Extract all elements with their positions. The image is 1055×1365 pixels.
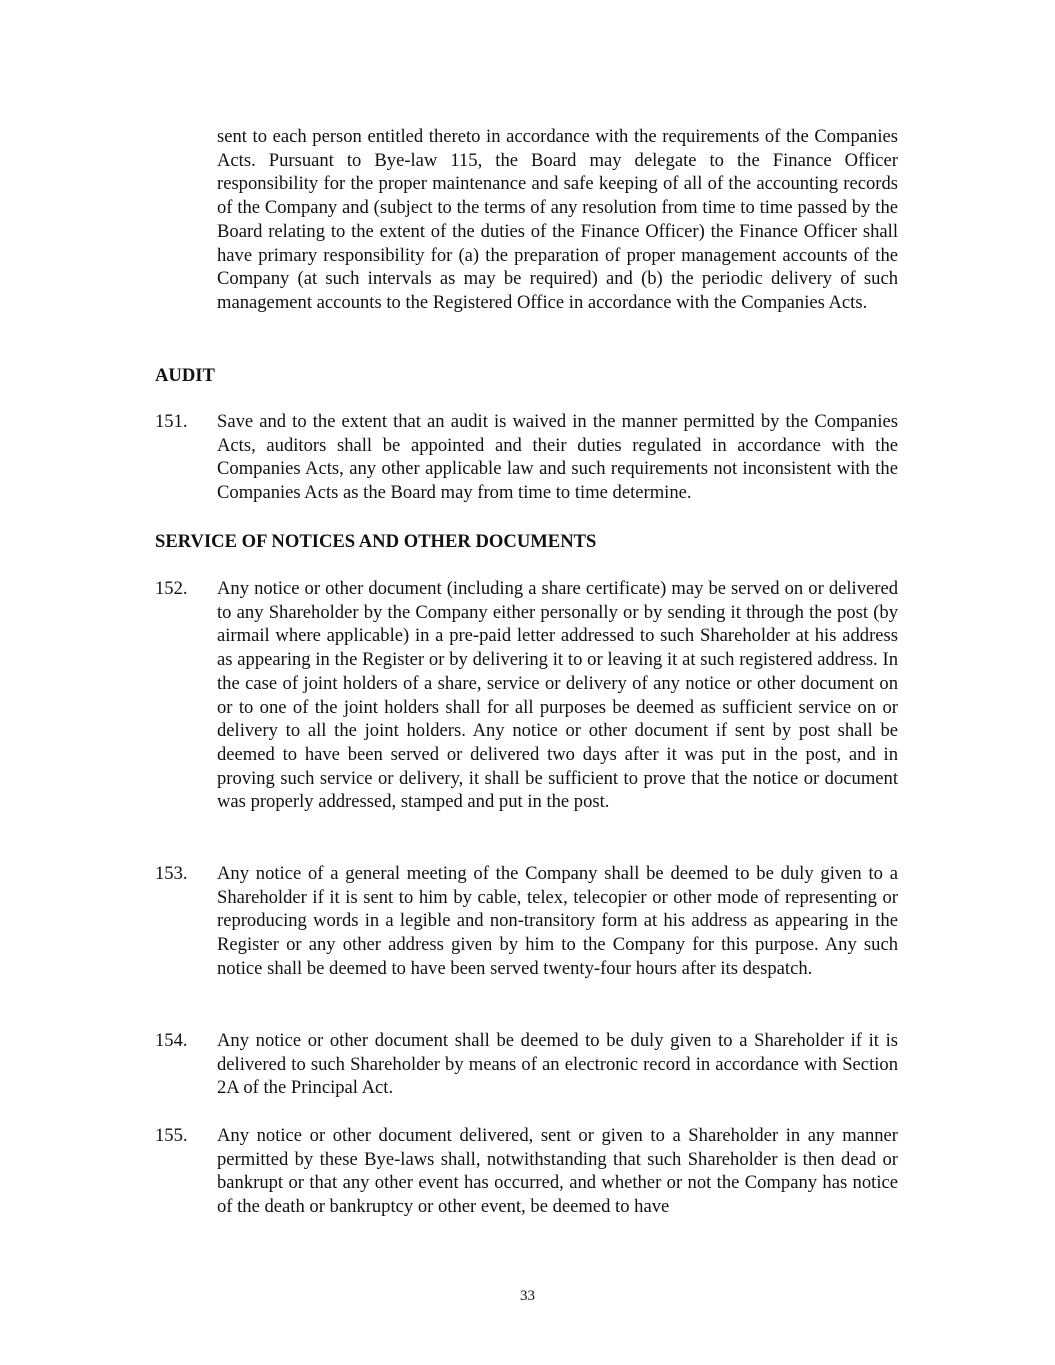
clause-text: Save and to the extent that an audit is waived in the manner permitted by the Companies Acts, auditors shall be appointed and their duties regulated in accordance with the Companies Acts, any other applicable law and such requirements not inconsistent with the Companies Acts as the Board may from time to time determine. <box>217 411 898 504</box>
clause-number: 152. <box>155 578 188 599</box>
clause-number: 151. <box>155 411 188 432</box>
clause-number: 154. <box>155 1030 188 1051</box>
clause-text: Any notice of a general meeting of the Company shall be deemed to be duly given to a Shareholder if it is sent to him by cable, telex, telecopier or other mode of representing or reproducing words in a legible and non-transitory form at his address as appearing in the Register or any other address given by him to the Company for this purpose. Any such notice shall be deemed to have been served twenty-four hours after its despatch. <box>217 863 898 979</box>
continuation-paragraph: sent to each person entitled thereto in accordance with the requirements of the Companies Acts. Pursuant to Bye-law 115, the Board may delegate to the Finance Officer responsibility for the proper maintenance and safe keeping of all of the accounting records of the Company and (subject to the terms of any resolution from time to time passed by the Board relating to the extent of the duties of the Finance Officer) the Finance Officer shall have primary responsibility for (a) the preparation of proper management accounts of the Company (at such intervals as may be required) and (b) the periodic delivery of such management accounts to the Registered Office in accordance with the Companies Acts. <box>217 126 898 313</box>
clause-number: 153. <box>155 863 188 884</box>
clause-number: 155. <box>155 1125 188 1146</box>
section-heading-service-of-notices: SERVICE OF NOTICES AND OTHER DOCUMENTS <box>155 531 597 552</box>
clause-text: Any notice or other document delivered, sent or given to a Shareholder in any manner permitted by these Bye-laws shall, notwithstanding that such Shareholder is then dead or bankrupt or that any other event has occurred, and whether or not the Company has notice of the death or bankruptcy or other event, be deemed to have <box>217 1125 898 1218</box>
page-number: 33 <box>520 1288 535 1304</box>
clause-text: Any notice or other document shall be deemed to be duly given to a Shareholder if it is delivered to such Shareholder by means of an electronic record in accordance with Section 2A of the Principal Act. <box>217 1030 898 1099</box>
section-heading-audit: AUDIT <box>155 365 215 386</box>
clause-text: Any notice or other document (including a share certificate) may be served on or delivered to any Shareholder by the Company either personally or by sending it through the post (by airmail where applicable) in a pre-paid letter addressed to such Shareholder at his address as appearing in the Register or by delivering it to or leaving it at such registered address. In the case of joint holders of a share, service or delivery of any notice or other document on or to one of the joint holders shall for all purposes be deemed as sufficient service on or delivery to all the joint holders. Any notice or other document if sent by post shall be deemed to have been served or delivered two days after it was put in the post, and in proving such service or delivery, it shall be sufficient to prove that the notice or document was properly addressed, stamped and put in the post. <box>217 578 898 813</box>
